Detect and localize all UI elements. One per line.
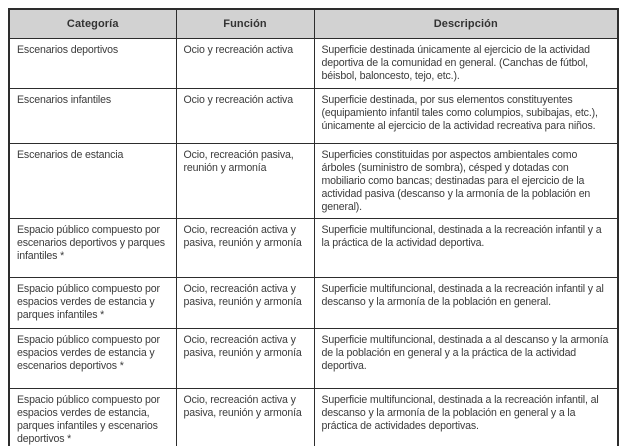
cell-descripcion: Superficie multifuncional, destinada a la recreación infantil, al descanso y la armonía de la población en general y a la práctica de actividades deportivas. bbox=[314, 389, 618, 446]
cell-funcion: Ocio, recreación activa y pasiva, reunión y armonía bbox=[176, 278, 314, 329]
table-row bbox=[9, 278, 618, 329]
table-row bbox=[9, 219, 618, 278]
table-header-row bbox=[9, 9, 618, 39]
table-row bbox=[9, 89, 618, 144]
cell-categoria: Escenarios de estancia bbox=[9, 144, 176, 219]
header-descripcion: Descripción bbox=[314, 9, 618, 39]
table-row bbox=[9, 329, 618, 389]
cell-descripcion: Superficie destinada, por sus elementos constituyentes (equipamiento infantil tales como columpios, subibajas, etc.), únicamente al ejercicio de la actividad recreativa para niños. bbox=[314, 89, 618, 144]
cell-descripcion: Superficie multifuncional, destinada a al descanso y la armonía de la población en general y a la práctica de la actividad deportiva. bbox=[314, 329, 618, 389]
cell-descripcion: Superficie destinada únicamente al ejercicio de la actividad deportiva de la comunidad en general. (Canchas de fútbol, béisbol, baloncesto, tejo, etc.). bbox=[314, 39, 618, 89]
categories-table bbox=[8, 8, 619, 446]
cell-funcion: Ocio y recreación activa bbox=[176, 39, 314, 89]
cell-categoria: Escenarios deportivos bbox=[9, 39, 176, 89]
cell-funcion: Ocio, recreación activa y pasiva, reunión y armonía bbox=[176, 389, 314, 446]
cell-categoria: Espacio público compuesto por espacios verdes de estancia y parques infantiles * bbox=[9, 278, 176, 329]
cell-funcion: Ocio, recreación activa y pasiva, reunión y armonía bbox=[176, 219, 314, 278]
cell-categoria: Espacio público compuesto por escenarios deportivos y parques infantiles * bbox=[9, 219, 176, 278]
header-funcion: Función bbox=[176, 9, 314, 39]
cell-funcion: Ocio y recreación activa bbox=[176, 89, 314, 144]
cell-descripcion: Superficie multifuncional, destinada a la recreación infantil y a la práctica de la actividad deportiva. bbox=[314, 219, 618, 278]
table-row bbox=[9, 389, 618, 446]
cell-categoria: Espacio público compuesto por espacios verdes de estancia, parques infantiles y escenarios deportivos * bbox=[9, 389, 176, 446]
cell-descripcion: Superficies constituidas por aspectos ambientales como árboles (suministro de sombra), césped y dotadas con mobiliario como bancas; destinadas para el ejercicio de la actividad pasiva (descanso y la armonía de la población en general). bbox=[314, 144, 618, 219]
cell-descripcion: Superficie multifuncional, destinada a la recreación infantil y al descanso y la armonía de la población en general. bbox=[314, 278, 618, 329]
cell-categoria: Escenarios infantiles bbox=[9, 89, 176, 144]
table-row bbox=[9, 39, 618, 89]
cell-categoria: Espacio público compuesto por espacios verdes de estancia y escenarios deportivos * bbox=[9, 329, 176, 389]
cell-funcion: Ocio, recreación activa y pasiva, reunión y armonía bbox=[176, 329, 314, 389]
header-categoria: Categoría bbox=[9, 9, 176, 39]
cell-funcion: Ocio, recreación pasiva, reunión y armonía bbox=[176, 144, 314, 219]
table-row bbox=[9, 144, 618, 219]
